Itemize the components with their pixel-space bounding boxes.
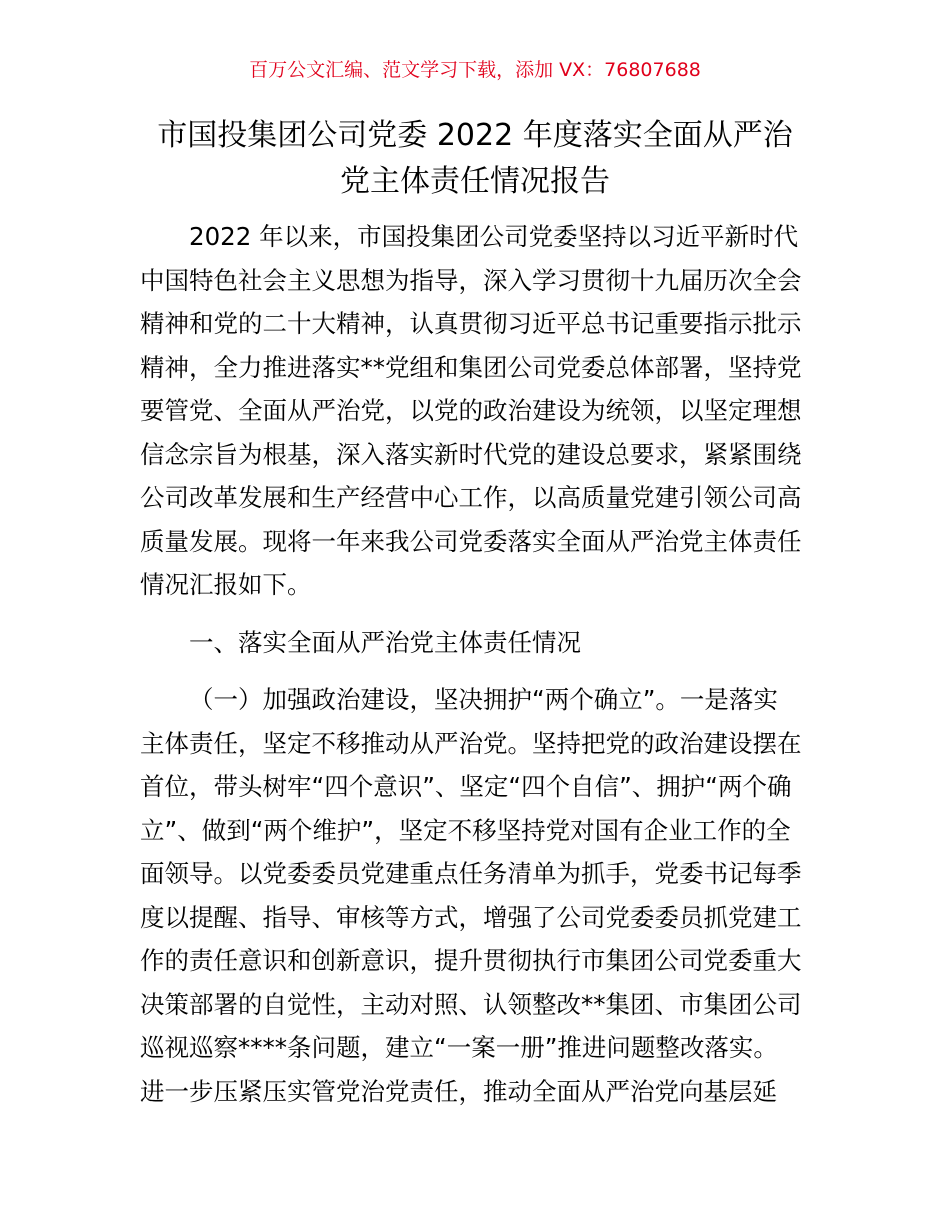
paragraph-1-line: 情况汇报如下。 bbox=[140, 570, 312, 599]
paragraph-1-line: 中国特色社会主义思想为指导，深入学习贯彻十九届历次全会 bbox=[140, 265, 802, 295]
section-heading: 一、落实全面从严治党主体责任情况 bbox=[189, 627, 581, 657]
paragraph-1-line: 精神，全力推进落实**党组和集团公司党委总体部署，坚持党 bbox=[140, 352, 802, 382]
paragraph-1-line: 精神和党的二十大精神，认真贯彻习近平总书记重要指示批示 bbox=[140, 309, 802, 338]
paragraph-1-line: 质量发展。现将一年来我公司党委落实全面从严治党主体责任 bbox=[140, 526, 802, 556]
paragraph-1-line: 公司改革发展和生产经营中心工作，以高质量党建引领公司高 bbox=[140, 483, 802, 512]
paragraph-2-line: 作的责任意识和创新意识，提升贯彻执行市集团公司党委重大 bbox=[140, 946, 802, 975]
paragraph-1-line: 要管党、全面从严治党，以党的政治建设为统领，以坚定理想 bbox=[140, 396, 802, 425]
paragraph-1-line: 信念宗旨为根基，深入落实新时代党的建设总要求，紧紧围绕 bbox=[140, 439, 802, 469]
document-body bbox=[140, 215, 820, 1113]
paragraph-1-line: 2022 年以来，市国投集团公司党委坚持以习近平新时代 bbox=[189, 222, 799, 251]
spacer bbox=[140, 664, 820, 678]
paragraph-2-line: （一）加强政治建设，坚决拥护“两个确立”。一是落实 bbox=[189, 685, 778, 714]
title-line-1: 市国投集团公司党委 2022 年度落实全面从严治 bbox=[157, 118, 793, 153]
paragraph-2-line: 面领导。以党委委员党建重点任务清单为抓手，党委书记每季 bbox=[140, 859, 802, 888]
watermark-banner: 百万公文汇编、范文学习下载，添加 VX：76807688 bbox=[249, 59, 701, 81]
spacer bbox=[140, 607, 820, 621]
document-title bbox=[120, 113, 830, 205]
paragraph-2-line: 巡视巡察****条问题，建立“一案一册”推进问题整改落实。 bbox=[140, 1033, 778, 1062]
paragraph-2-line: 立”、做到“两个维护”，坚定不移坚持党对国有企业工作的全 bbox=[140, 815, 791, 845]
paragraph-2-line: 首位，带头树牢“四个意识”、坚定“四个自信”、拥护“两个确 bbox=[140, 772, 792, 801]
paragraph-2-line: 决策部署的自觉性，主动对照、认领整改**集团、市集团公司 bbox=[140, 989, 802, 1019]
paragraph-2-line: 度以提醒、指导、审核等方式，增强了公司党委委员抓党建工 bbox=[140, 902, 802, 932]
paragraph-2-line: 主体责任，坚定不移推动从严治党。坚持把党的政治建设摆在 bbox=[140, 728, 802, 758]
paragraph-2-line: 进一步压紧压实管党治党责任，推动全面从严治党向基层延 bbox=[140, 1076, 777, 1106]
title-line-2: 党主体责任情况报告 bbox=[340, 164, 610, 199]
